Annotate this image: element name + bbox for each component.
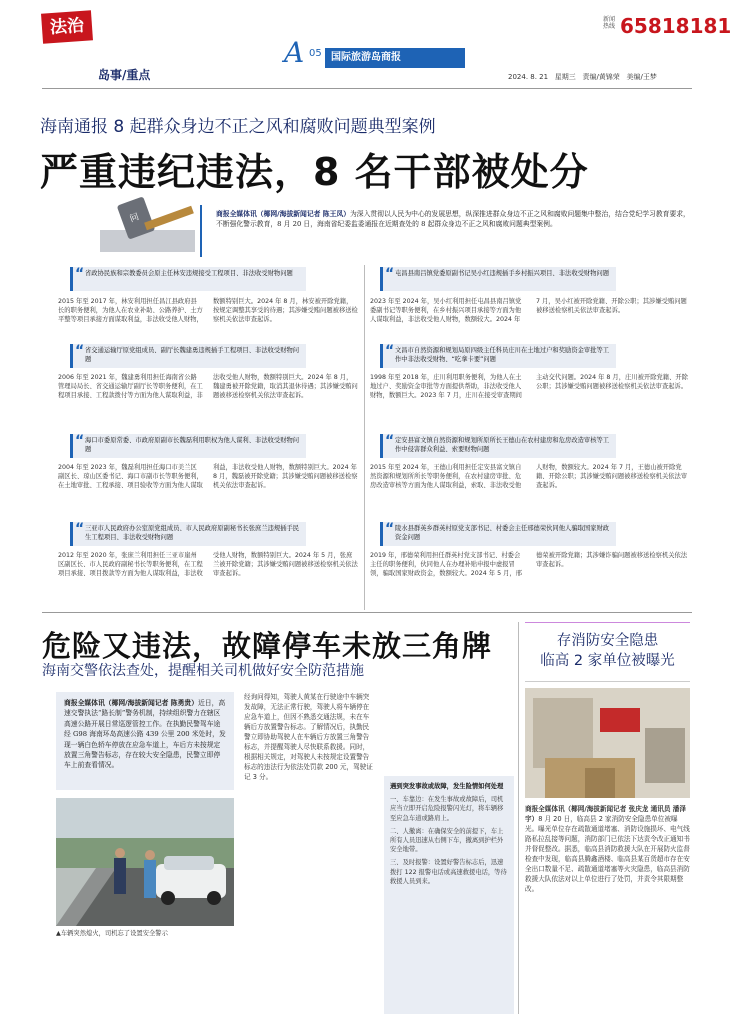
story3-byline: 商报全媒体讯（椰网/海拔新闻记者 张庆龙 通讯员 潘泽宇） <box>525 805 686 823</box>
case-3-title: 海口市委原常委、市政府原副市长魏磊利用职权为他人谋利、非法收受财物问题 <box>85 437 300 454</box>
column-divider <box>364 265 365 610</box>
page-letter: A <box>284 36 305 69</box>
story2-headline: 危险又违法，故障停车未放三角牌 <box>42 629 493 663</box>
case-6-title: 文昌市自然资源和规划局原四级主任科员庄川在土地过户和奖励资金审批等工作中非法收受财物、“吃拿卡要”问题 <box>395 347 610 364</box>
issue-date: 2024. 8. 21 <box>508 73 549 81</box>
story2-tip-2: 二、人撤离：在确保安全的前提下，车上所有人员迅速从右侧下车，撤离到护栏外安全地带。 <box>390 827 504 854</box>
case-6-title-box <box>380 344 616 368</box>
case-4-body: 2012 年至 2020 年，张庶兰利用担任三亚市崖州区副区长、市人民政府副秘书长等职务便利，在工程项目承接、项目拨款等方面为他人谋取利益，非法收受他人财物，数额特别巨大。2024 年 5 月，张庶兰被开除党籍；其涉嫌受贿问题被移送检察机关依法审查起诉。 <box>58 552 358 578</box>
story3-body <box>525 804 690 1014</box>
story2-photo-caption: ▲车辆突然熄火，司机忘了设置安全警示 <box>56 930 168 937</box>
story2-body: 经询问得知，驾驶人黄某在行驶途中车辆突发故障，无法正常行驶，驾驶人将车辆停在应急车道上，但因不熟悉交通法规，未在车辆后方放置警告标志。了解情况后，执勤民警立即协助驾驶人在车辆后方放置三角警告标志，并提醒驾驶人尽快联系救援。同时，根据相关规定，对驾驶人未按规定设置警告标志的违法行为依法处罚款 200 元，驾驶证记 3 分。 <box>244 693 373 781</box>
case-8-title-box <box>380 522 616 546</box>
story3-lead-text: 8 月 20 日，临高县 2 家消防安全隐患单位被曝光。曝光单位存在疏散通道堵塞、消防设施损坏、电气线路私拉乱接等问题，消防部门已依法下达责令改正通知书并督促整改。据悉，临高县消防救援大队在开展防火监督检查中发现，临高县腾鑫酒楼、临高县某百货超市存在安全出口数量不足、疏散通道堵塞等火灾隐患，临高县消防救援大队依法对以上单位进行了处罚，并责令其限期整改。 <box>525 815 690 893</box>
story3-title-line1: 存消防安全隐患 <box>556 633 659 649</box>
issue-weekday: 星期三 <box>554 73 576 81</box>
page-number: 05 <box>309 48 322 59</box>
case-3-body: 2004 年至 2023 年，魏磊利用担任海口市美兰区副区长、琼山区委书记、海口市副市长等职务便利，在土地审批、工程承接、项目验收等方面为他人谋取利益，非法收受他人财物，数额特别巨大。2024 年 8 月，魏磊被开除党籍；其涉嫌受贿问题被移送检察机关依法审查起诉。 <box>58 464 358 490</box>
case-4-title-box <box>70 522 306 546</box>
case-5-title: 屯昌县南吕镇党委原副书记吴小红违规插手乡村振兴项目、非法收受财物问题 <box>395 270 610 277</box>
case-1-title-box <box>70 267 306 291</box>
story2-lead-text: 近日，高速交警执法“路长制”警务机制，持续组织警力在辖区高速公路开展日常巡逻管控工作。在执勤民警驾车途经 G98 海南环岛高速公路 439 公里 200 米处时，发现一辆白色轿车停放在应急车道上，车后方未按规定放置三角警告标志，存在较大安全隐患，民警立即停车上前查看情况。 <box>64 699 226 770</box>
story2-lead <box>56 692 234 790</box>
story1-lead <box>216 209 694 229</box>
quote-icon: “ <box>75 521 85 537</box>
shop-interior-photo <box>525 688 690 798</box>
case-5-body: 2023 年至 2024 年，吴小红利用担任屯昌县南吕镇党委副书记等职务便利，在乡村振兴项目承接等方面为他人谋取利益，非法收受他人财物，数额较大。2024 年 7 月，吴小红被开除党籍、开除公职；其涉嫌受贿问题被移送检察机关依法审查起诉。 <box>370 298 687 324</box>
gavel-illustration <box>40 190 195 258</box>
story2-tip-3: 三、及时报警：设置好警告标志后，迅速拨打 122 报警电话或高速救援电话，等待救援人员到来。 <box>390 859 507 885</box>
hotline-label: 新闻热线 <box>603 16 616 30</box>
story3-title-line2: 临高 2 家单位被曝光 <box>540 653 675 669</box>
column-divider <box>518 622 519 1014</box>
story2-tips-title: 遇到突发事故或故障，发生险情如何处理 <box>390 783 504 790</box>
story1-headline: 严重违纪违法，8 名干部被处分 <box>40 150 589 194</box>
roadside-car-photo <box>56 798 234 926</box>
story1-lead-text: 为深入贯彻以人民为中心的发展思想，纵深推进群众身边不正之风和腐败问题集中整治，结合党纪学习教育要求，不断强化警示教育，8 月 20 日，海南省纪委监委通报在近期查处的 8 起群众身边不正之风和腐败问题典型案例。 <box>216 210 690 228</box>
story2-subhead: 海南交警依法查处，提醒相关司机做好安全防范措施 <box>42 663 364 679</box>
section-label: 岛事/重点 <box>98 68 151 82</box>
story2-tips-box <box>384 776 514 1014</box>
quote-icon: “ <box>75 433 85 449</box>
dateline <box>508 72 657 82</box>
masthead-rule <box>42 88 692 89</box>
case-7-title: 定安县富文镇自然资源和规划所原所长王德山在农村建房和危房改造审核等工作中侵害群众利益、索要财物问题 <box>395 437 610 454</box>
story1-kicker: 海南通报 8 起群众身边不正之风和腐败问题典型案例 <box>40 117 436 137</box>
story2-tip-1: 一、车靠边：在发生事故或故障后，司机应当立即开启危险报警闪光灯，将车辆移至应急车道或路肩上。 <box>390 796 504 822</box>
case-1-body: 2015 年至 2017 年，林安利用担任昌江县政府县长的职务便利，为他人在农业补助、公路养护、土方平整等项目承接方面谋取利益，非法收受他人财物，数额特别巨大。2024 年 8 月，林安被开除党籍，按规定调整其享受的待遇；其涉嫌受贿问题被移送检察机关依法审查起诉。 <box>58 298 358 324</box>
case-7-title-box <box>380 434 616 458</box>
case-4-title: 三亚市人民政府办公室原党组成员、市人民政府原副秘书长张庶兰违规插手民生工程项目、非法收受财物问题 <box>85 525 300 542</box>
case-2-title-box <box>70 344 306 368</box>
quote-icon: “ <box>75 343 85 359</box>
paper-logo: 法治新闻 <box>41 10 93 43</box>
case-8-title: 陵水县群英乡群英村原党支部书记、村委会主任邢德荣伙同他人骗取国家财政资金问题 <box>395 525 610 542</box>
story1-byline: 商报全媒体讯（椰网/海拔新闻记者 陈王凤） <box>216 210 350 218</box>
case-1-title: 省政协民族和宗教委员会原主任林安违规接受工程项目、非法收受财物问题 <box>85 270 293 277</box>
paper-name: 国际旅游岛商报 <box>325 48 465 68</box>
hotline-number: 65818181 <box>620 14 731 38</box>
svg-text:问: 问 <box>128 212 141 225</box>
case-7-body: 2015 年至 2024 年，王德山利用担任定安县富文镇自然资源和规划所所长等职务便利，在农村建房审批、危房改造审核等方面为他人谋取利益，索取、非法收受他人财物，数额较大。2024 年 7 月，王德山被开除党籍、开除公职；其涉嫌受贿问题被移送检察机关依法审查起诉。 <box>370 464 688 490</box>
quote-icon: “ <box>385 521 395 537</box>
case-8-body: 2019 年，邢德荣利用担任群英村党支部书记、村委会主任的职务便利，伙同他人在办理补贴申报中虚报冒领，骗取国家财政资金，数额较大。2024 年 5 月，邢德荣被开除党籍；其涉嫌诈骗问题被移送检察机关依法审查起诉。 <box>370 552 688 578</box>
case-2-title: 省交通运输厅原党组成员、副厅长魏建勇违规插手工程项目、非法收受财物问题 <box>85 347 300 364</box>
case-6-body: 1998 年至 2018 年，庄川利用职务便利，为他人在土地过户、奖励资金审批等方面提供帮助，非法收受他人财物，数额巨大。2023 年 7 月，庄川在接受审查期间主动交代问题。2024 年 8 月，庄川被开除党籍、开除公职；其涉嫌受贿问题被移送检察机关依法审查起诉。 <box>370 374 688 400</box>
case-2-body: 2006 年至 2021 年，魏建勇利用担任海南省公路管理局局长、省交通运输厅副厅长等职务便利，在工程项目承接、工程款拨付等方面为他人谋取利益，非法收受他人财物，数额特别巨大。2024 年 8 月，魏建勇被开除党籍，取消其退休待遇；其涉嫌受贿问题被移送检察机关依法审查起诉。 <box>58 374 358 400</box>
case-5-title-box <box>380 267 616 291</box>
quote-icon: “ <box>75 266 85 282</box>
story3-title <box>525 622 690 682</box>
editor-credit: 责编/黄锦荣 <box>582 73 620 81</box>
designer-credit: 美编/王梦 <box>626 73 657 81</box>
story2-byline: 商报全媒体讯（椰网/海拔新闻记者 陈勇贵） <box>64 699 198 707</box>
case-3-title-box <box>70 434 306 458</box>
section-rule <box>42 612 692 613</box>
quote-icon: “ <box>385 433 395 449</box>
quote-icon: “ <box>385 343 395 359</box>
quote-icon: “ <box>385 266 395 282</box>
